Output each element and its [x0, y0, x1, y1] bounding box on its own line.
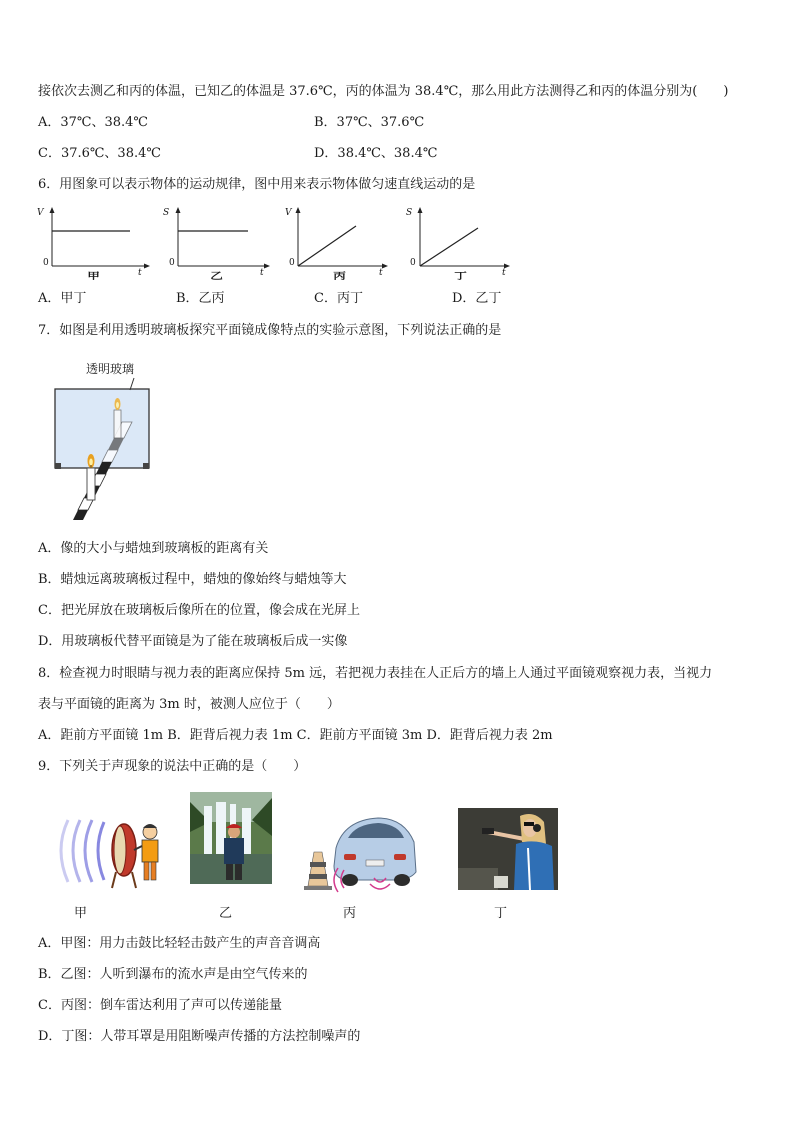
- q5-stem-continuation: 接依次去测乙和丙的体温，已知乙的体温是 37.6℃，丙的体温为 38.4℃，那么用此方法测得乙和丙的体温分别为( ): [38, 84, 729, 99]
- q7-option-c[interactable]: C．把光屏放在玻璃板后像所在的位置，像会成在光屏上: [38, 603, 360, 618]
- graph-yi-x-arrow: [264, 264, 270, 269]
- q9-option-a[interactable]: A．甲图：用力击鼓比轻轻击鼓产生的声音音调高: [38, 936, 321, 951]
- graph-ding-caption: 丁: [454, 272, 467, 282]
- q7-figure: [52, 358, 162, 523]
- shooter-photo: [458, 808, 558, 890]
- graph-yi-origin: 0: [169, 258, 175, 268]
- q5-option-c[interactable]: C．37.6℃、38.4℃: [38, 146, 161, 161]
- q9-caption-yi: 乙: [219, 906, 233, 921]
- graph-yi-y-arrow: [176, 207, 181, 213]
- glass-label: 透明玻璃: [86, 362, 135, 376]
- q6-option-a[interactable]: A．甲丁: [38, 291, 87, 306]
- graph-yi-caption: 乙: [210, 272, 223, 282]
- graph-ding-y-label: S: [406, 208, 413, 218]
- graph-ding-x-label: t: [502, 268, 506, 278]
- graph-bing-y-arrow: [296, 207, 301, 213]
- graph-ding: [400, 206, 520, 282]
- q6-option-c[interactable]: C．丙丁: [314, 291, 363, 306]
- q6-option-b[interactable]: B．乙丙: [176, 291, 225, 306]
- image-candle: [114, 398, 121, 438]
- glass-stand-left: [55, 463, 61, 469]
- car: [334, 818, 416, 886]
- glass-stand-right: [143, 463, 149, 469]
- label-leader-line: [130, 378, 134, 390]
- q7-option-b[interactable]: B．蜡烛远离玻璃板过程中，蜡烛的像始终与蜡烛等大: [38, 572, 347, 587]
- q5-option-b[interactable]: B．37℃、37.6℃: [314, 115, 425, 130]
- q9-image-ding: [458, 808, 558, 890]
- graph-bing-y-label: V: [285, 208, 292, 218]
- q8-options[interactable]: A．距前方平面镜 1m B．距背后视力表 1m C．距前方平面镜 3m D．距背后视力表 2m: [38, 728, 553, 743]
- graph-jia: [34, 206, 154, 282]
- q7-option-d[interactable]: D．用玻璃板代替平面镜是为了能在玻璃板后成一实像: [38, 634, 348, 649]
- q9-caption-bing: 丙: [343, 906, 357, 921]
- q9-image-yi: [190, 792, 272, 884]
- drum-head: [114, 826, 126, 874]
- traffic-cone: [304, 852, 332, 890]
- q5-option-d[interactable]: D．38.4℃、38.4℃: [314, 146, 438, 161]
- q7-stem: 7．如图是利用透明玻璃板探究平面镜成像特点的实验示意图，下列说法正确的是: [38, 323, 502, 338]
- graph-jia-x-arrow: [144, 264, 150, 269]
- q9-option-b[interactable]: B．乙图：人听到瀑布的流水声是由空气传来的: [38, 967, 308, 982]
- q6-option-d[interactable]: D．乙丁: [452, 291, 502, 306]
- graph-bing-origin: 0: [289, 258, 295, 268]
- real-candle: [87, 454, 95, 500]
- q9-option-c[interactable]: C．丙图：倒车雷达利用了声可以传递能量: [38, 998, 282, 1013]
- glass-plate: [55, 389, 149, 468]
- graph-yi-x-label: t: [260, 268, 264, 278]
- graph-bing-x-label: t: [379, 268, 383, 278]
- graph-jia-y-label: V: [37, 208, 44, 218]
- graph-bing-line: [298, 226, 356, 266]
- graph-ding-y-arrow: [418, 207, 423, 213]
- reversing-car-illustration: [300, 808, 422, 894]
- graph-jia-caption: 甲: [87, 272, 100, 282]
- q5-option-a[interactable]: A．37℃、38.4℃: [38, 115, 148, 130]
- drummer-kid: [134, 824, 158, 880]
- graph-ding-origin: 0: [410, 258, 416, 268]
- graph-yi: [160, 206, 280, 282]
- q9-caption-jia: 甲: [74, 906, 88, 921]
- graph-ding-line: [420, 228, 478, 266]
- graph-jia-y-arrow: [50, 207, 55, 213]
- q6-stem: 6．用图象可以表示物体的运动规律，图中用来表示物体做匀速直线运动的是: [38, 177, 476, 192]
- q9-image-jia: [40, 812, 170, 892]
- q9-image-bing: [300, 808, 422, 894]
- glass-experiment-svg: [52, 358, 162, 523]
- graph-jia-x-label: t: [138, 268, 142, 278]
- waterfall-photo: [190, 792, 272, 884]
- drum-stand-right: [132, 872, 136, 888]
- graph-jia-origin: 0: [43, 258, 49, 268]
- graph-yi-y-label: S: [163, 208, 170, 218]
- graph-bing: [280, 206, 400, 282]
- q8-stem-line2: 表与平面镜的距离为 3m 时，被测人应位于（ ）: [38, 697, 340, 712]
- graph-bing-caption: 丙: [333, 272, 346, 282]
- q9-caption-ding: 丁: [494, 906, 508, 921]
- drum-illustration: [40, 812, 170, 892]
- drum-stand-left: [112, 872, 116, 888]
- q7-option-a[interactable]: A．像的大小与蜡烛到玻璃板的距离有关: [38, 541, 269, 556]
- q9-option-d[interactable]: D．丁图：人带耳罩是用阻断噪声传播的方法控制噪声的: [38, 1029, 361, 1044]
- sound-waves: [61, 820, 104, 882]
- q9-stem: 9．下列关于声现象的说法中正确的是（ ）: [38, 759, 307, 774]
- q8-stem-line1: 8．检查视力时眼睛与视力表的距离应保持 5m 远，若把视力表挂在人正后方的墙上人通过平面镜观察视力表，当视力: [38, 666, 713, 681]
